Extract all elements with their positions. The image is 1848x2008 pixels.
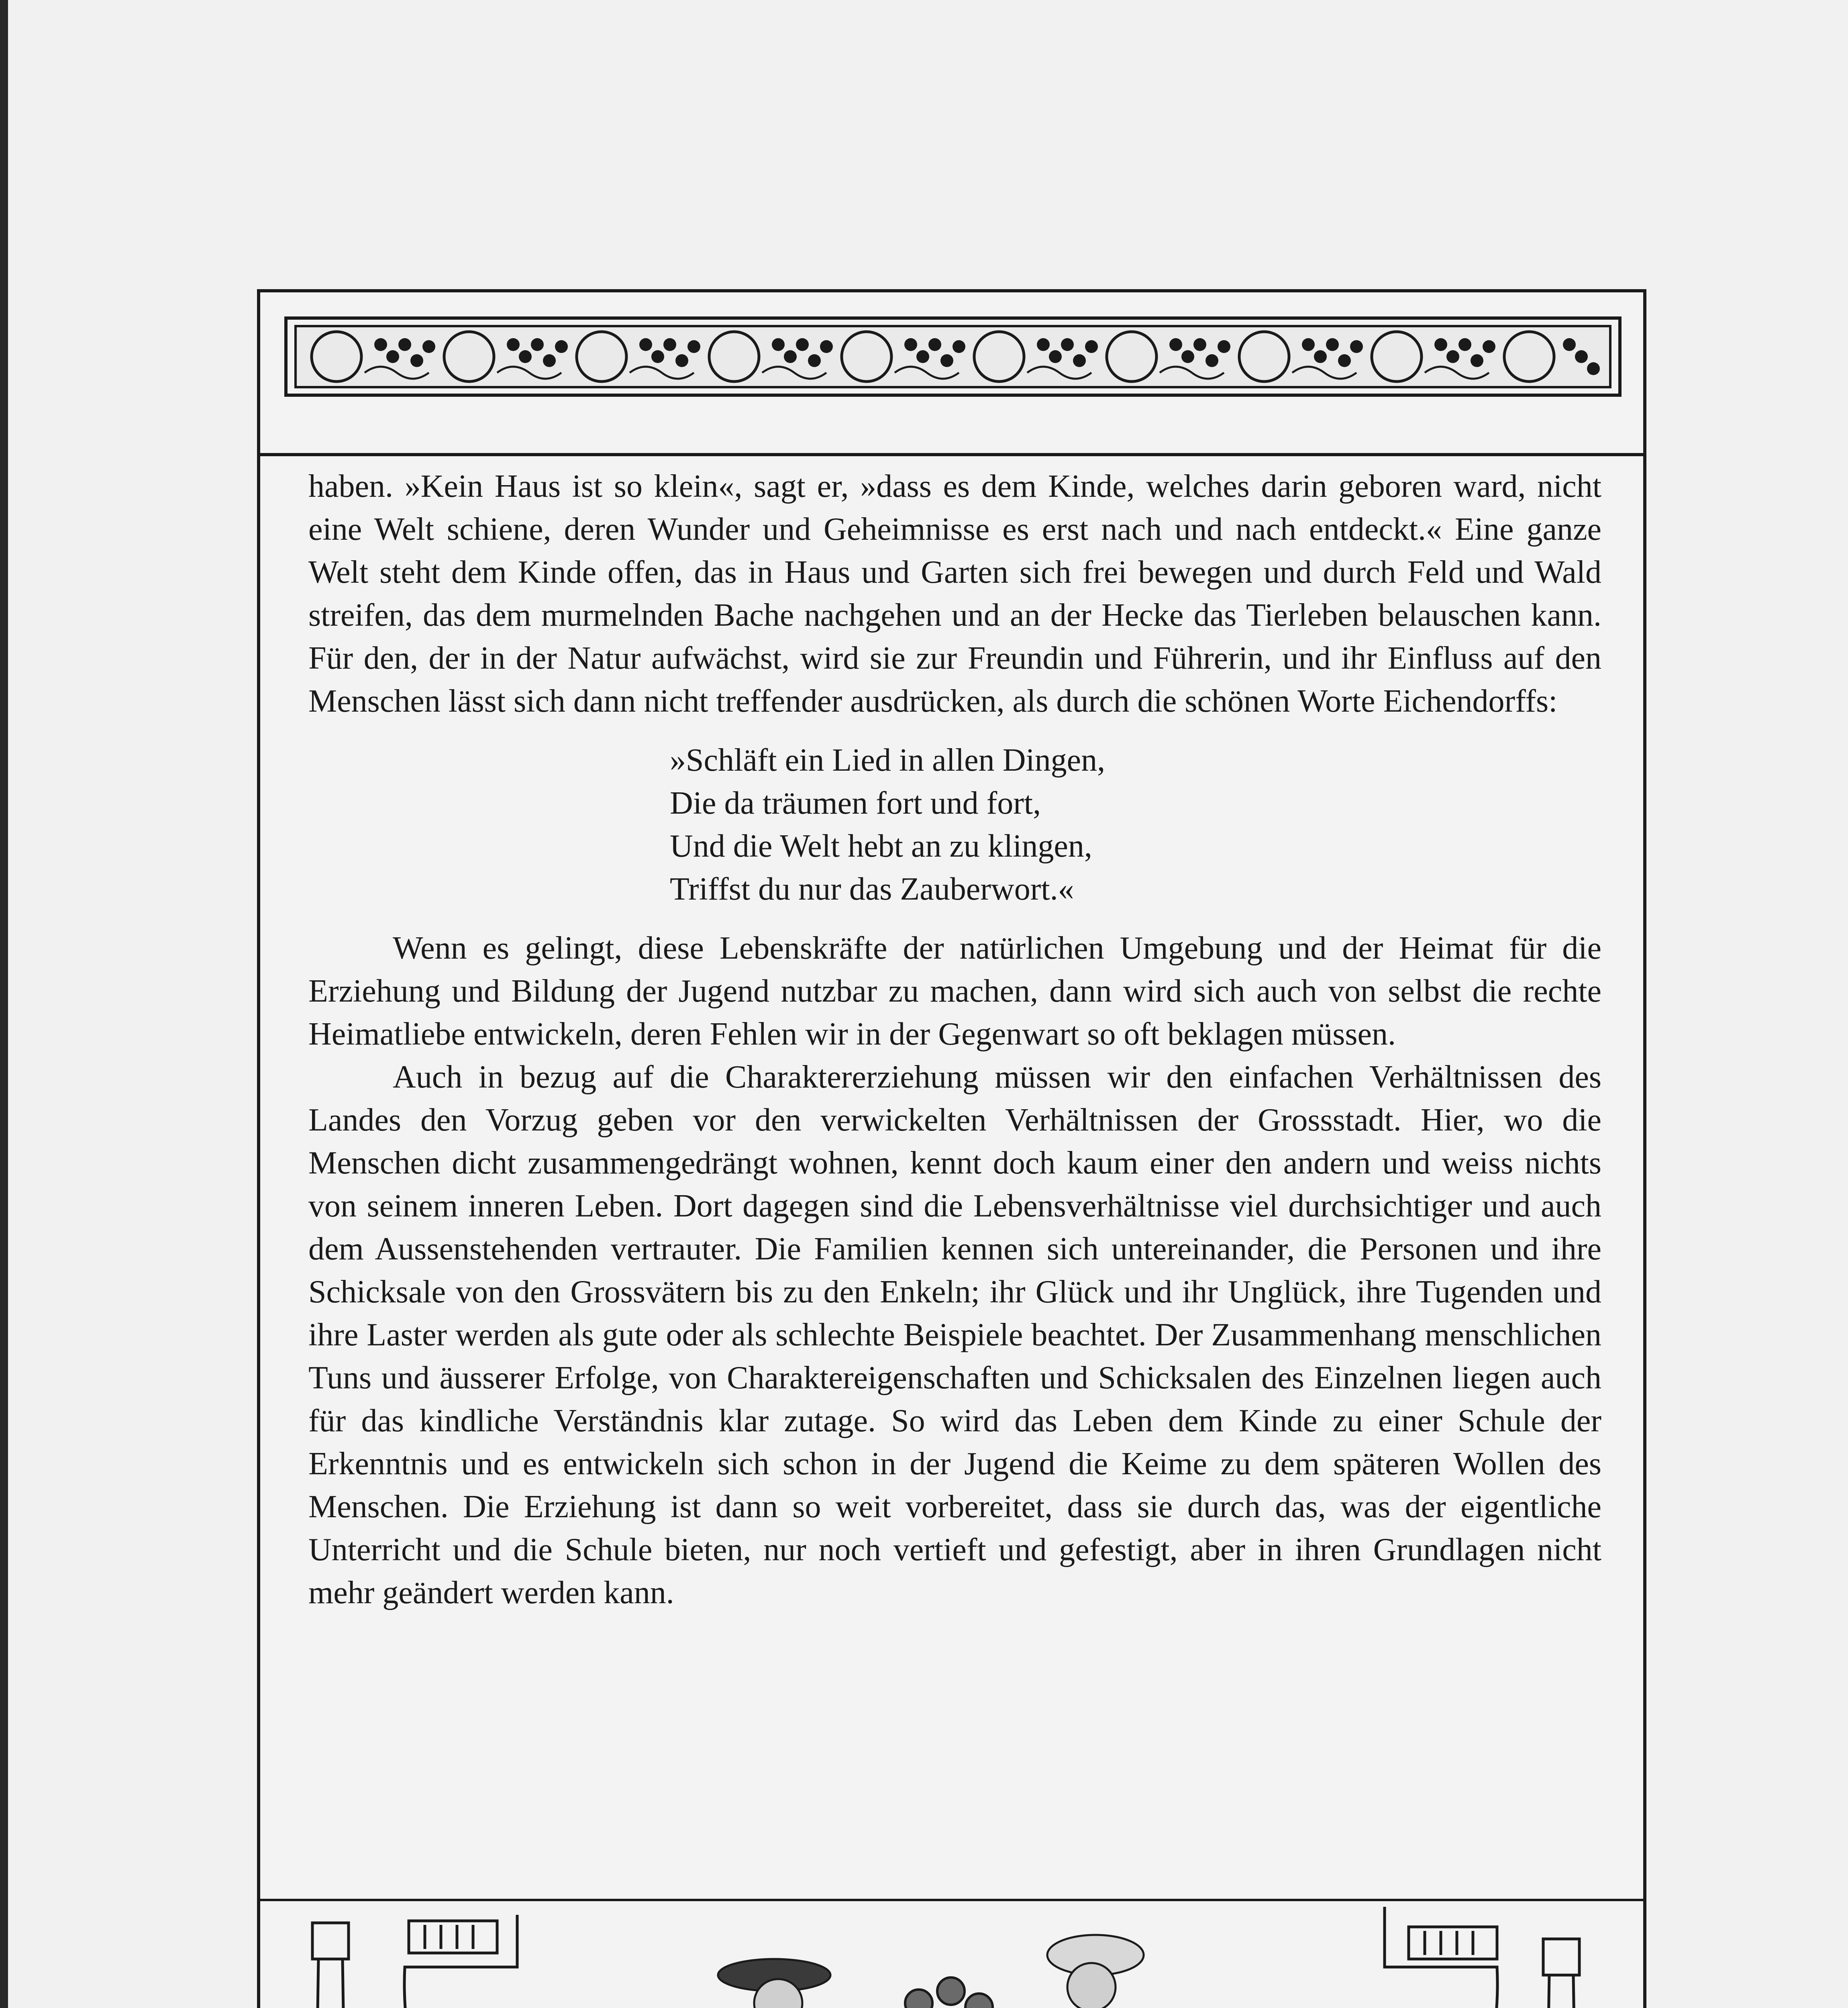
page-frame — [257, 289, 1646, 2008]
paragraph: Wenn es gelingt, diese Lebenskräfte der natürlichen Umgebung und der Heimat für die Erziehung und Bildung der Jugend nutzbar zu machen, dann wird sich auch von selbst die rechte Heimatliebe entwickeln, deren Fehlen wir in der Gegenwart so oft beklagen müssen. — [308, 931, 1601, 1052]
poem-quote — [670, 739, 1601, 911]
poem-line: »Schläft ein Lied in allen Dingen, — [670, 743, 1106, 778]
poem-line: Triffst du nur das Zauberwort.« — [670, 871, 1074, 907]
poem-line: Die da träumen fort und fort, — [670, 786, 1041, 821]
page-edge-shadow — [0, 0, 8, 2008]
header-rule — [260, 453, 1643, 456]
paragraph: haben. »Kein Haus ist so klein«, sagt er, »dass es dem Kinde, welches darin geboren ward, nicht eine Welt schiene, deren Wunder und Geheimnisse es erst nach und nach entdeckt.« Eine ganze Welt steht dem Kinde offen, das in Haus und Garten sich frei bewegen und durch Feld und Wald streifen, das dem murmelnden Bache nachgehen und an der Hecke das Tierleben belauschen kann. Für den, der in der Natur aufwächst, wird sie zur Freundin und Führerin, und ihr Einfluss auf den Menschen lässt sich dann nicht treffender ausdrücken, als durch die schönen Worte Eichendorffs: — [308, 469, 1601, 719]
children-watering-rose-tree-vignette-icon — [260, 1899, 1643, 2008]
body-text — [308, 465, 1601, 1614]
poem-line: Und die Welt hebt an zu klingen, — [670, 829, 1092, 864]
fruit-ornament-band-icon — [284, 316, 1622, 397]
paragraph: Auch in bezug auf die Charaktererziehung müssen wir den einfachen Verhältnissen des Landes den Vorzug geben vor den verwickelten Verhältnissen der Grossstadt. Hier, wo die Menschen dicht zusammengedrängt wohnen, kennt doch kaum einer den andern und weiss nichts von seinem inneren Leben. Dort dagegen sind die Lebensverhältnisse viel durchsichtiger und auch dem Aussenstehenden vertrauter. Die Familien kennen sich untereinander, die Personen und ihre Schicksale von den Grossvätern bis zu den Enkeln; ihr Glück und ihr Unglück, ihre Tugenden und ihre Laster werden als gute oder als schlechte Beispiele beachtet. Der Zusammenhang menschlichen Tuns und äusserer Erfolge, von Charaktereigenschaften und Schicksalen des Einzelnen liegen auch für das kindliche Verständnis klar zutage. So wird das Leben dem Kinde zu einer Schule der Erkenntnis und es entwickeln sich schon in der Jugend die Keime zu dem späteren Wollen des Menschen. Die Erziehung ist dann so weit vorbereitet, dass sie durch das, was der eigentliche Unterricht und die Schule bieten, nur noch vertieft und gefestigt, aber in ihren Grundlagen nicht mehr geändert werden kann. — [308, 1059, 1601, 1610]
